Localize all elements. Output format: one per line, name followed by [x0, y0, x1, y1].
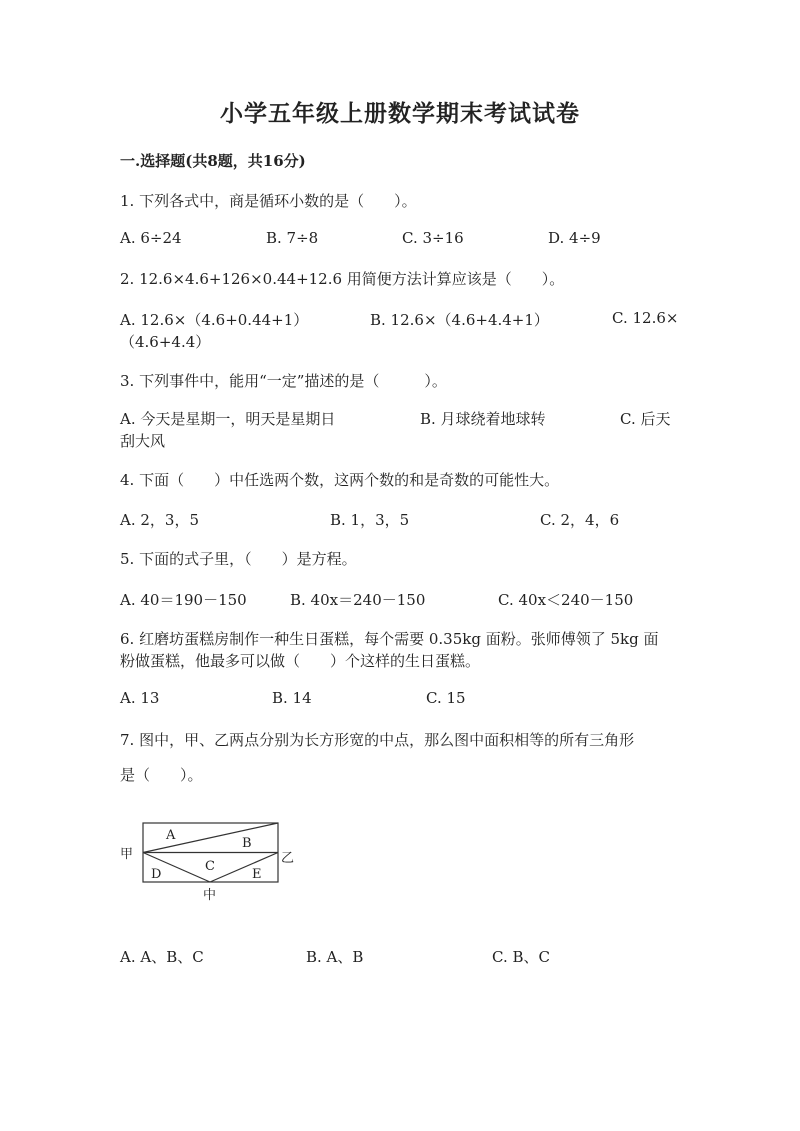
question-6-option-b[interactable]: B. 14 — [272, 689, 312, 707]
question-2-option-c-cont: （4.6+4.4） — [120, 333, 211, 351]
question-1-stem: 1. 下列各式中，商是循环小数的是（ ）。 — [120, 192, 417, 210]
question-2-stem: 2. 12.6×4.6+126×0.44+12.6 用简便方法计算应该是（ ）。 — [120, 270, 565, 288]
question-4-option-b[interactable]: B. 1，3，5 — [330, 511, 410, 529]
figure-diagonal-line — [143, 823, 278, 853]
figure-label-d: D — [151, 867, 162, 882]
question-7-option-a[interactable]: A. A、B、C — [120, 948, 204, 966]
question-7-stem-line-2: 是（ ）。 — [120, 766, 203, 784]
figure-label-bottom: 中 — [203, 888, 217, 903]
question-3-option-a[interactable]: A. 今天是星期一，明天是星期日 — [120, 410, 336, 428]
rectangle-triangles-figure — [118, 812, 308, 906]
question-3-option-c-cont: 刮大风 — [120, 432, 166, 450]
question-7-stem-line-1: 7. 图中，甲、乙两点分别为长方形宽的中点，那么图中面积相等的所有三角形 — [120, 731, 635, 749]
figure-label-right: 乙 — [281, 851, 295, 866]
question-3-option-b[interactable]: B. 月球绕着地球转 — [420, 410, 546, 428]
figure-label-left: 甲 — [120, 847, 134, 862]
figure-right-slant — [210, 853, 278, 883]
question-4-stem: 4. 下面（ ）中任选两个数，这两个数的和是奇数的可能性大。 — [120, 471, 560, 489]
figure-label-e: E — [252, 867, 262, 882]
figure-label-a: A — [166, 828, 176, 843]
question-4-option-c[interactable]: C. 2，4，6 — [540, 511, 620, 529]
question-1-option-b[interactable]: B. 7÷8 — [266, 229, 319, 247]
question-2-option-a[interactable]: A. 12.6×（4.6+0.44+1） — [120, 311, 309, 329]
question-3-option-c[interactable]: C. 后天 — [620, 410, 671, 428]
question-5-option-b[interactable]: B. 40x＝240－150 — [290, 591, 426, 609]
question-2-option-b[interactable]: B. 12.6×（4.6+4.4+1） — [370, 311, 549, 329]
question-7-option-b[interactable]: B. A、B — [306, 948, 364, 966]
question-2-option-c[interactable]: C. 12.6× — [612, 309, 679, 327]
section-heading: 一.选择题(共8题，共16分) — [120, 152, 306, 170]
question-3-stem: 3. 下列事件中，能用“一定”描述的是（ ）。 — [120, 372, 447, 390]
question-4-option-a[interactable]: A. 2，3，5 — [120, 511, 199, 529]
question-1-option-c[interactable]: C. 3÷16 — [402, 229, 464, 247]
figure-label-b: B — [242, 836, 252, 851]
question-6-option-c[interactable]: C. 15 — [426, 689, 466, 707]
question-7-option-c[interactable]: C. B、C — [492, 948, 550, 966]
question-6-stem-line-1: 6. 红磨坊蛋糕房制作一种生日蛋糕，每个需要 0.35kg 面粉。张师傅领了 5kg 面 — [120, 630, 659, 648]
question-5-stem: 5. 下面的式子里，（ ）是方程。 — [120, 550, 357, 568]
page-title: 小学五年级上册数学期末考试试卷 — [220, 100, 580, 127]
question-6-option-a[interactable]: A. 13 — [120, 689, 160, 707]
question-5-option-a[interactable]: A. 40＝190－150 — [120, 591, 247, 609]
question-1-option-a[interactable]: A. 6÷24 — [120, 229, 182, 247]
question-5-option-c[interactable]: C. 40x＜240－150 — [498, 591, 634, 609]
figure-label-c: C — [205, 859, 215, 874]
question-1-option-d[interactable]: D. 4÷9 — [548, 229, 601, 247]
question-6-stem-line-2: 粉做蛋糕，他最多可以做（ ）个这样的生日蛋糕。 — [120, 652, 481, 670]
